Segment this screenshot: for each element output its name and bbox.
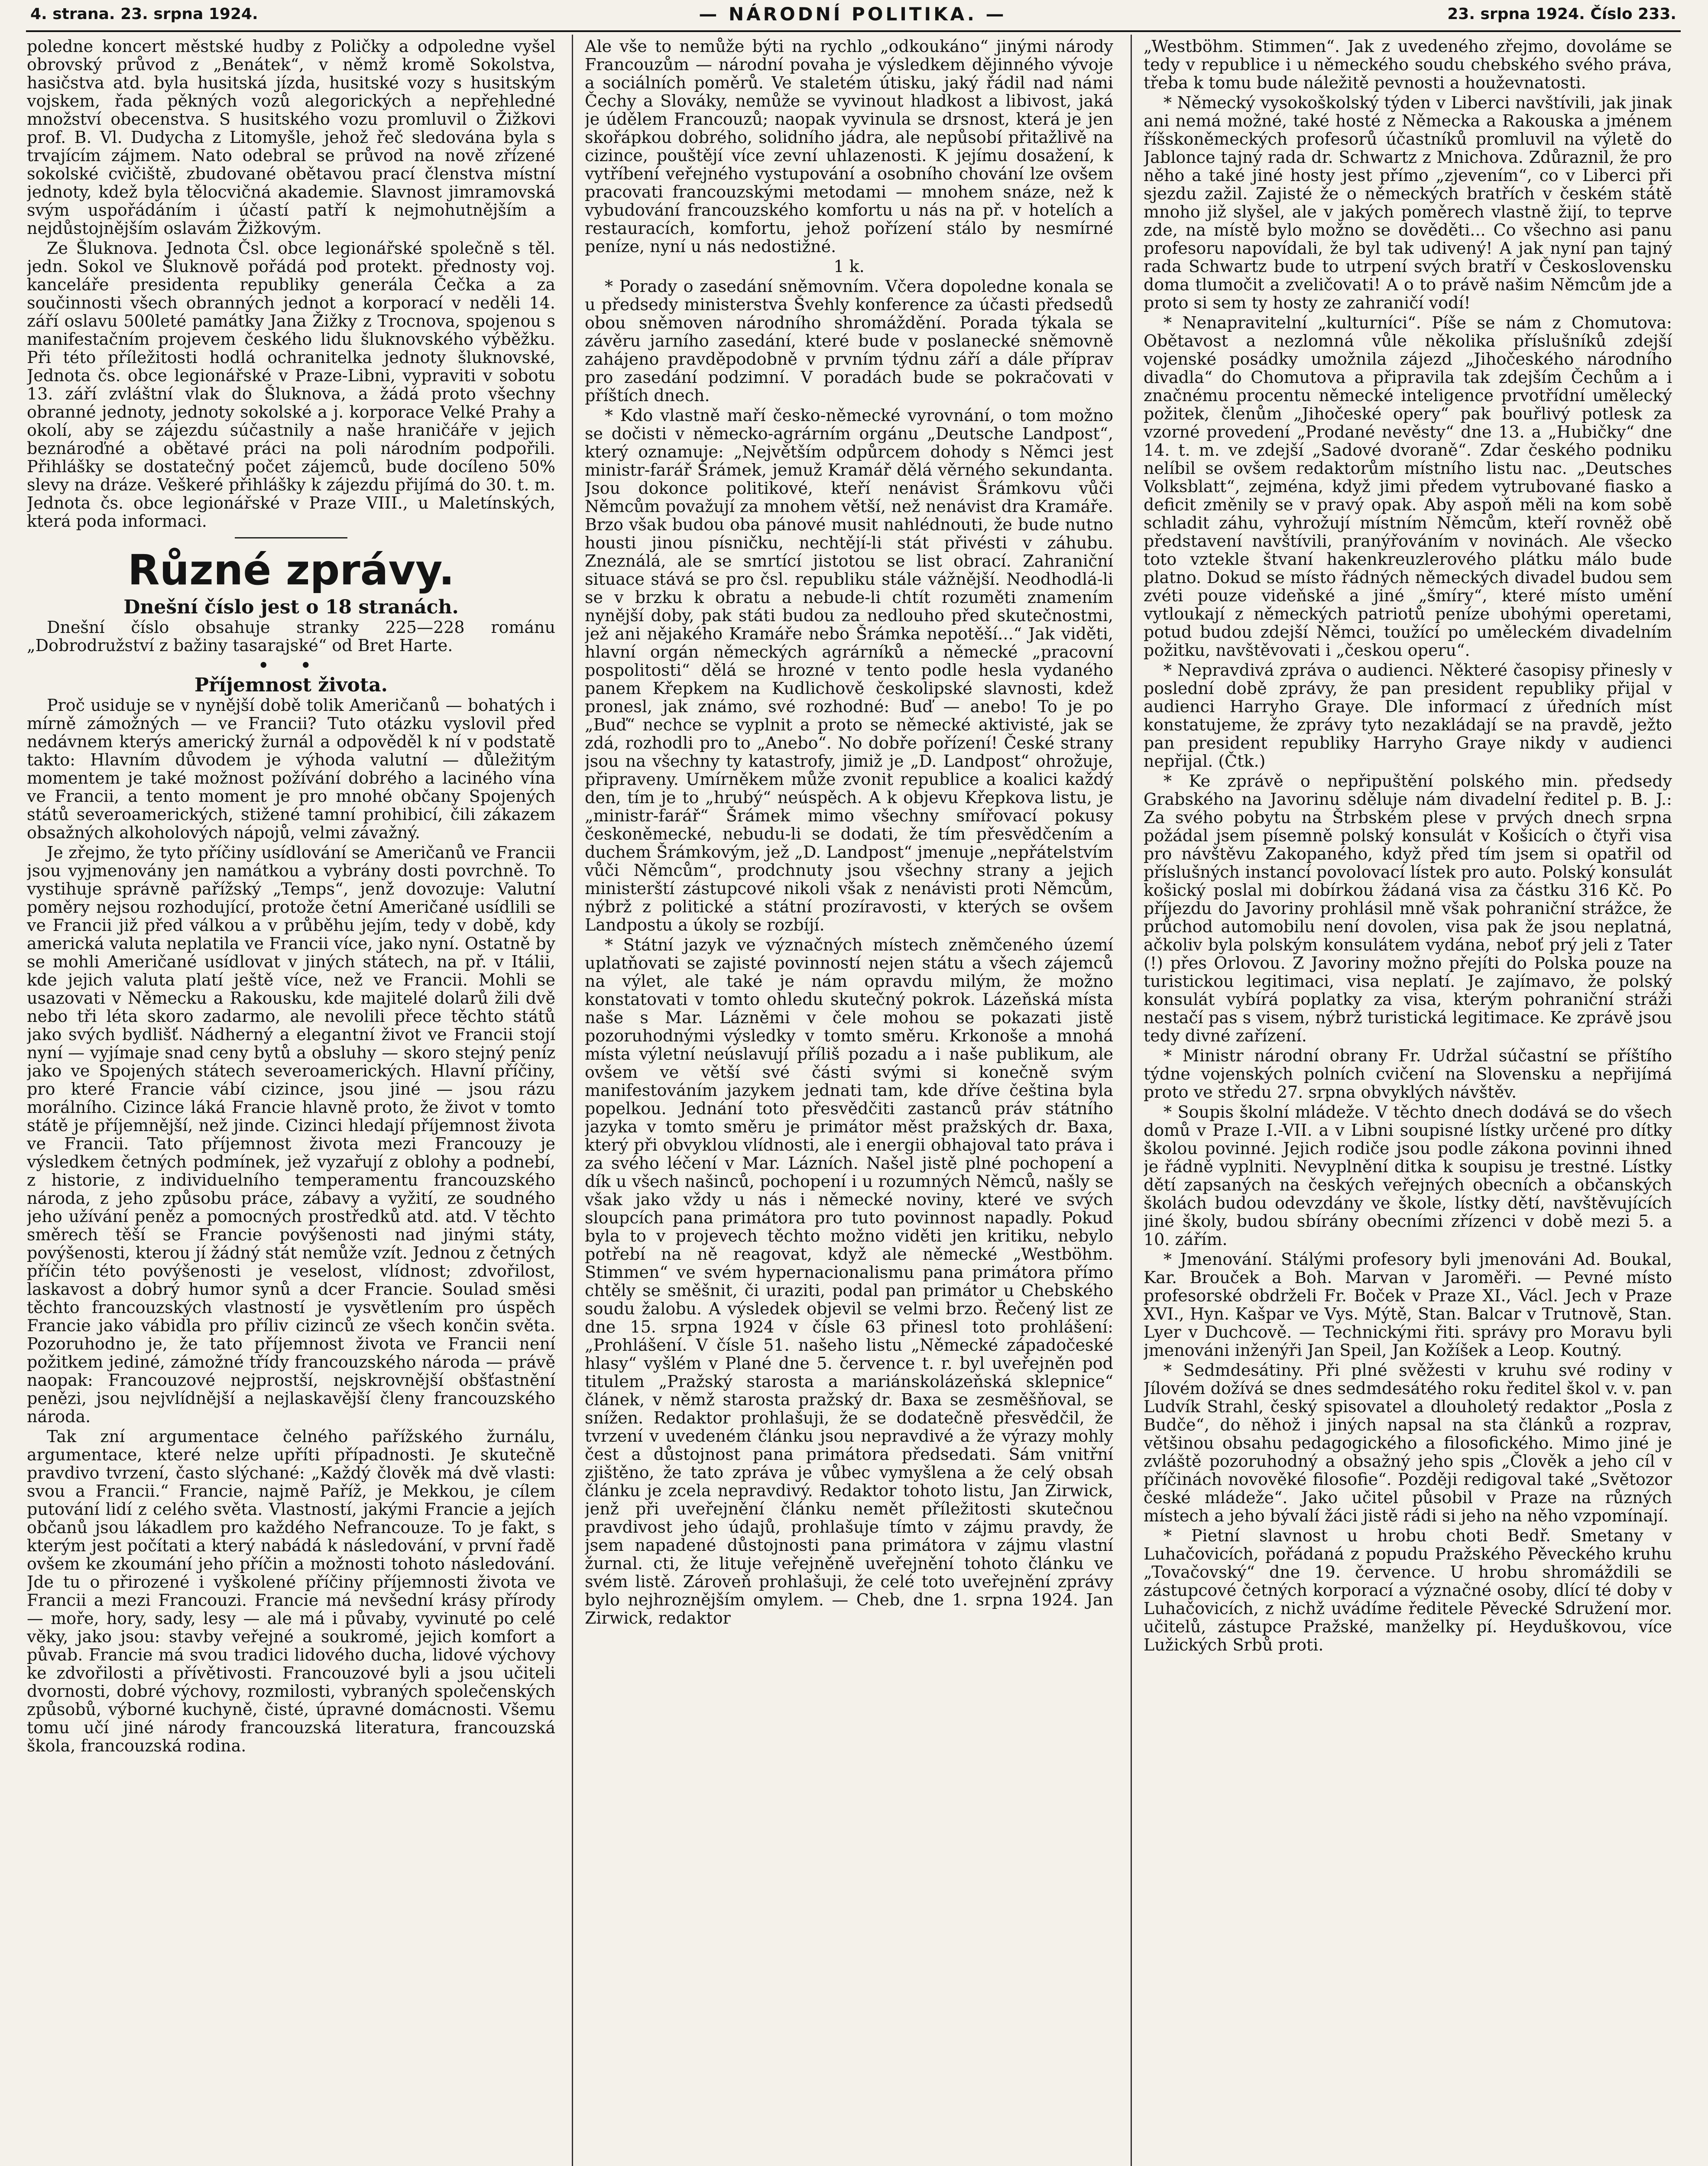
article-paragraph: * Pietní slavnost u hrobu choti Bedř. Smetany v Luhačovicích, pořádaná z popudu Pražského Pěveckého kruhu „Tovačovský“ dne 19. července. U hrobu shromáždili se zástupcové četných korporací a význačné osoby, dlící té doby v Luhačovicích, z nichž uvádíme ředitele Pěvecké Sdružení mor. učitelů, zástupce Pražské, manželky pí. Heyduškovou, více Lužických Srbů proti. xyxy=(1144,1526,1672,1654)
article-paragraph: Proč usiduje se v nynější době tolik Američanů — bohatých i mírně zámožných — ve Francii? Tuto otázku vyslovil před nedávnem kterýs americký žurnál a odpověděl k ní v podstatě takto: Hlavním důvodem je výhoda valutní — důležitým momentem je také možnost požívání dobrého a laciného vína ve Francii, a tento moment je pro mnohé občany Spojených států severoamerických, stižené tamní prohibicí, čili zákazem obsažných alkoholových nápojů, velmi závažný. xyxy=(27,696,555,842)
masthead: — NÁRODNÍ POLITIKA. — xyxy=(699,3,1007,25)
notice-text: Dnešní číslo obsahuje stranky 225—228 románu „Dobrodružství z bažiny tasarajské“ od Bret Harte. xyxy=(27,618,555,655)
article-paragraph: * Soupis školní mládeže. V těchto dnech dodává se do všech domů v Praze I.-VII. a v Libni soupisné lístky určené pro dítky školou povinné. Jejich rodiče jsou podle zákona povinni ihned je řádně vyplniti. Nevyplnění ditka k soupisu je trestné. Lístky dětí zapsaných na českých veřejných obecních a občanských školách budou odevzdány ve škole, lístky dětí, navštěvujících jiné školy, budou sbírány obecními zřízenci v době mezi 5. a 10. zářím. xyxy=(1144,1102,1672,1249)
article-paragraph: * Kdo vlastně maří česko-německé vyrovnání, o tom možno se dočisti v německo-agrárním orgánu „Deutsche Landpost“, který oznamuje: „Největším odpůrcem dohody s Němci jest ministr-farář Šrámek, jemuž Kramář dělá věrného sekundanta. Jsou dokonce politikové, kteří nenávist Šrámkovu vůči Němcům považují za mnohem větší, než nenávist dra Kramáře. Brzo však budou oba pánové musit nahlédnouti, že bude nutno housti jinou písničku, nechtějí-li stát přivésti v záhubu. Zneználá, ale se smrtící jistotou se list obrací. Zahraniční situace stává se pro čsl. republiku stále vážnější. Neodhodlá-li se v brzku k obratu a nebude-li chtít rozuměti znamením nynější doby, pak státi budou za nedlouho před skutečnostmi, jež ani nějakého Kramáře nebo Šrámka nepotěší...“ Jak viděti, hlavní orgán německých agrárníků a německé „pracovní pospolitosti“ dělá se hrozné v tento podle hesla vydaného panem Křepkem na Kudlichově českolipské slavnosti, kdež pronesl, jak známo, své rozhodné: Buď — anebo! To je po „Buď“ nechce se vyplnit a proto se německé aktivisté, jak se zdá, rozhodli pro to „Anebo“. No dobře pořízení! České strany jsou na všechny ty katastrofy, jimiž je „D. Landpost“ ohrožuje, připraveny. Umírněkem může zvonit republice a koalici každý den, tím je to „hrubý“ neúspěch. A k objevu Křepkova listu, je „ministr-farář“ Šrámek mimo všechny smířovací pokusy českoněmecké, nebudu-li se dodati, že tím přesvědčením a duchem Šrámkovým, jež „D. Landpost“ jmenuje „nepřátelstvím vůči Němcům“, prodchnuty jsou všechny strany a jejich ministerští zástupcové nikoli však z nenávisti proti Němcům, nýbrž z politické a státní prozíravosti, v kterých se ovšem Landpostu a úkoly se rozbíjí. xyxy=(585,406,1113,934)
article-paragraph: * Ministr národní obrany Fr. Udržal súčastní se příštího týdne vojenských polních cvičení na Slovensku a nepřijímá proto ve středu 27. srpna obvyklých návštěv. xyxy=(1144,1046,1672,1102)
article-paragraph: Tak zní argumentace čelného pařížského žurnálu, argumentace, které nelze upříti případnosti. Je skutečně pravdivo tvrzení, často slýchané: „Každý člověk má dvě vlasti: svou a Francii.“ Francie, najmě Paříž, je Mekkou, je cílem putování lidí z celého světa. Vlastností, jakými Francie a jejích občanů jsou lákadlem pro každého Nefrancouze. To je fakt, s kterým jest počítati a který nabádá k následování, v první řadě ovšem ke zkoumání jeho příčin a možnosti tohoto následování. Jde tu o přirozené i vyškolené příčiny příjemnosti života ve Francii a mezi Francouzi. Francie má nevšední krásy přírody — moře, hory, sady, lesy — ale má i půvaby, vyvinuté po celé věky, jako jsou: stavby veřejné a soukromé, jejich komfort a půvab. Francie má svou tradici lidového ducha, lidové výchovy ke zdvořilosti a přívětivosti. Francouzové byli a jsou učiteli dvornosti, dobré výchovy, rozmilosti, vybraných společenských způsobů, výborné kuchyně, čisté, úpravné domácnosti. Všemu tomu učí jiné národy francouzská literatura, francouzská škola, francouzská rodina. xyxy=(27,1427,555,1755)
header-rule xyxy=(26,30,1681,32)
header-left: 4. strana. 23. srpna 1924. xyxy=(30,5,258,23)
page-header xyxy=(30,0,1676,28)
column-3 xyxy=(1144,37,1672,2166)
article-signature: 1 k. xyxy=(833,257,865,276)
column-divider-1 xyxy=(572,35,573,2166)
article-paragraph: * Státní jazyk ve význačných místech zněmčeného území uplatňovati se zajisté povinností nejen státu a všech zájemců na výlet, ale také je nám opravdu milým, že možno konstatovati v tomto ohledu skutečný pokrok. Lázeňská místa naše s Mar. Lázněmi v čele mohou se pokazati jistě pozoruhodnými výsledky v tomto směru. Krkonoše a mnohá místa výletní neúslavují příliš pozadu a i naše publikum, ale ovšem ve větší své části svými si konečně svým manifestováním jazykem jednati tam, kde dříve čeština byla popelkou. Jednání toto přesvědčiti zastanců práv státního jazyka v tomto směru je primátor měst pražských dr. Baxa, který při obvyklou vlídnosti, ale i energii obhajoval tato práva i za svého léčení v Mar. Lázních. Našel jistě plné pochopení a dík u všech našinců, pochopení i u rozumných Němců, našly se však jako vždy u nás i německé noviny, které ve svých sloupcích pana primátora pro tuto povinnost napadly. Pokud byla to v projevech těchto možno viděti jen kritiku, nebylo potřebí na ně reagovat, když ale německé „Westböhm. Stimmen“ ve svém hypernacionalismu pana primátora přímo chtěly se směšnit, či uraziti, podal pan primátor u Chebského soudu žalobu. A výsledek objevil se velmi brzo. Řečený list ze dne 15. srpna 1924 v čísle 63 přinesl toto prohlášení: „Prohlášení. V čísle 51. našeho listu „Německé západočeské hlasy“ vyšlém v Plané dne 5. července t. r. byl uveřejněn pod titulem „Pražský starosta a mariánskolázeňská sklepnice“ článek, v němž starosta pražský dr. Baxa se zesměšňoval, se snížen. Redaktor prohlašuji, že se dodatečně přesvědčil, že tvrzení v uvedeném článku jsou nepravdivé a že výrazy mohly čest a důstojnost pana primátora předsedati. Sám vnitřní zjištěno, že tato zpráva je vůbec vymyšlena a že celý obsah článku je zcela nepravdivý. Redaktor tohoto listu, Jan Zirwick, jenž při uveřejnění článku nemět příležitosti skutečnou pravdivost jeho údajů, prohlašuje tímto v zájmu pravdy, že jsem napadené důstojnosti pana primátora v zájmu vlastní žurnal. cti, že lituje veřejněně uveřejnění tohoto článku ve svém listě. Zároveň prohlašuji, že celé toto uveřejnění zprávy bylo nejhroznějším omylem. — Cheb, dne 1. srpna 1924. Jan Zirwick, redaktor xyxy=(585,935,1113,1628)
article-paragraph: Je zřejmo, že tyto příčiny usídlování se Američanů ve Francii jsou vyjmenovány jen namátkou a vybrány dosti povrchně. To vystihuje správně pařížský „Temps“, jenž dovozuje: Valutní poměry nejsou rozhodující, protože četní Američané usídlili se ve Francii již před válkou a v průběhu jejím, tedy v době, kdy americká valuta neplatila ve Francii více, jako nyní. Ostatně by se mohli Američané usídlovat v jiných státech, na př. v Itálii, kde jejich valuta platí ještě více, než ve Francii. Mohli se usazovati v Německu a Rakousku, kde majitelé dolarů žili dvě nebo tři léta skoro zadarmo, ale nevolili přece těchto států jako svých bydlišť. Nádherný a elegantní život ve Francii stojí nyní — vyjímaje snad ceny bytů a obsluhy — skoro stejný peníz jako ve Spojených státech severoamerických. Hlavní příčiny, pro které Francie vábí cizince, jsou jiné — jsou rázu morálního. Cizince láká Francie hlavně proto, že život v tomto státě je příjemnější, než jinde. Cizinci hledají příjemnost života ve Francii. Tato příjemnost života mezi Francouzy je výsledkem četných podmínek, jež vyzařují z oblohy a podnebí, z historie, z individuelního temperamentu francouzského národa, z jeho způsobu práce, zábavy a vyžití, ze soudného jeho užívání peněz a pomocných prostředků atd. atd. V těchto směrech těší se Francie povýšenosti nad jinými státy, povýšenosti, kterou jí žádný stát nemůže vzít. Jednou z četných příčin této povýšenosti je veselost, vlídnost; zdvořilost, laskavost a dobrý humor synů a dcer Francie. Soulad směsi těchto francouzských vlastností je vysvětlením pro úspěch Francie jako vábidla pro příliv cizinců ze všech končin světa. Pozoruhodno je, že tato příjemnost života ve Francii není požitkem jediné, zámožné třídy francouzského národa — právě naopak: Francouzové nejprostší, nejskrovnější obšťastnění penězi, jsou nejvlídnější a nejlaskavější členy francouzského národa. xyxy=(27,843,555,1426)
article-headline: Příjemnost života. xyxy=(194,674,388,696)
article-paragraph: * Jmenování. Stálými profesory byli jmenováni Ad. Boukal, Kar. Brouček a Boh. Marvan v Jaroměři. — Pevné místo profesorské obdrželi Fr. Boček v Praze XI., Václ. Jech v Praze XVI., Hyn. Kašpar ve Vys. Mýtě, Stan. Balcar v Trutnově, Stan. Lyer v Duchcově. — Technickými řiti. správy pro Moravu byli jmenováni inženýři Jan Speil, Jan Kožíšek a Leop. Koutný. xyxy=(1144,1250,1672,1360)
article-paragraph: Ze Šluknova. Jednota Čsl. obce legionářské společně s těl. jedn. Sokol ve Šluknově pořádá pod protekt. přednosty voj. kanceláře presidenta republiky generála Čečka a za součinnosti všech obranných jednot a korporací v neděli 14. září oslavu 500leté památky Jana Žižky z Trocnova, spojenou s manifestačním projevem českého lidu šluknovského výběžku. Při této příležitosti hodlá ochranitelka jednoty šluknovské, Jednota čs. obce legionářské v Praze-Libni, vypraviti v sobotu 13. září zvláštní vlak do Šluknova, a žádá proto všechny obranné jednoty, jednoty sokolské a j. korporace Velké Prahy a okolí, aby se zájezdu súčastnily a naše hraničáře v jejich beznároďné a obětavé práci na poli národním podpořili. Přihlášky se dostatečný počet zájemců, bude docíleno 50% slevy na dráze. Veškeré přihlášky k zájezdu přijímá do 30. t. m. Jednota čs. obce legionářské v Praze VIII., u Maletínských, která poda informaci. xyxy=(27,239,555,531)
notice-headline: Dnešní číslo jest o 18 stranách. xyxy=(123,596,459,618)
article-paragraph: * Sedmdesátiny. Při plné svěžesti v kruhu své rodiny v Jílovém dožívá se dnes sedmdesátého roku ředitel škol v. v. pan Ludvík Strahl, český spisovatel a dlouholetý redaktor „Posla z Budče“, do něhož i jiných napsal na sta článků a rozprav, většinou obsahu pedagogického a filosofického. Mimo jiné je zvláště pozoruhodný a obsažný jeho spis „Člověk a jeho cíl v příčinách novověké filosofie“. Později redigoval také „Světozor české mládeže“. Jako učitel působil v Praze na různých místech a jeho bývalí žáci jistě rádi si jeho na něho vzpomínají. xyxy=(1144,1361,1672,1525)
article-paragraph: Ale vše to nemůže býti na rychlo „odkoukáno“ jinými národy Francouzům — národní povaha je výsledkem dějinného vývoje a sociálních poměrů. Ve staletém útisku, jaký řádil nad námi Čechy a Slováky, nemůže se vyvinout hladkost a libivost, jaká je údělem Francouzů; naopak vyvinula se drsnost, která je jen skořápkou dobrého, solidního jádra, ale nepůsobí přitažlivě na cizince, pouštějí více zevní uhlazenosti. K jejímu dosažení, k vytříbení veřejného vystupování a osobního chování lze ovšem pracovati francouzskými metodami — mnohem snáze, než k vybudování francouzského komfortu u nás na př. v hotelích a restauracích, komfortu, jehož pořízení stálo by nesmírné peníze, nyní u nás nedostižné. xyxy=(585,37,1113,256)
article-paragraph: * Německý vysokoškolský týden v Liberci navštívili, jak jinak ani nemá možné, také hosté z Německa a Rakouska a jménem říšskoněmeckých profesorů účastníků promluvil na výletě do Jablonce tajný rada dr. Schwartz z Mnichova. Zdůraznil, že pro něho a také jiné hosty jest přímo „zjevením“, co v Liberci při sjezdu zažil. Zajisté že o německých bratřích v českém státě mnoho již slyšel, ale v jakých poměrech vlastně žijí, to teprve zde, na místě bylo možno se dověděti... Co všechno asi panu profesoru napovídali, že byl tak udivený! A jak nyní pan tajný rada Schwartz bude to utrpení svých bratří v Československu doma tlumočit a zveličovati! A o to právě našim Němcům jde a proto si sem ty hosty ze zahraničí vodí! xyxy=(1144,93,1672,312)
ornament-dots: • • xyxy=(258,655,324,675)
column-1 xyxy=(27,37,555,2166)
section-divider xyxy=(235,537,347,538)
article-paragraph: * Nenapravitelní „kulturníci“. Píše se nám z Chomutova: Obětavost a nezlomná vůle několika příslušníků zdejší vojenské posádky umožnila zájezd „Jihočeského národního divadla“ do Chomutova a připravila tak zdejším Čechům a i značnému procentu německé inteligence prvotřídní umělecký požitek, členům „Jihočeské opery“ pak bouřlivý potlesk za vzorné provedení „Prodané nevěsty“ dne 13. a „Hubičky“ dne 14. t. m. ve zdejší „Sadové dvoraně“. Zdar českého podniku nelíbil se ovšem redaktorům místního listu nac. „Deutsches Volksblatt“, zejména, když jimi předem vytrubované fiasko a deficit změnily se v pravý opak. Aby aspoň měli na kom sobě schladit záhu, vyhrožují místním Němcům, kteří rovněž obě představení navštívili, pranýřováním v novinách. Ale všecko toto vztekle štvaní hakenkreuzlerového plátku málo bude platno. Dokud se místo řádných německých divadel budou sem zvéti pouze videňské a jiné „šmíry“, které místo umění vytloukají z německých patriotů peníze ubohými operetami, potud budou zdejší Němci, toužící po uměleckém divadelním požitku, navštěvovati i „českou operu“. xyxy=(1144,313,1672,660)
article-paragraph: * Ke zprávě o nepřipuštění polského min. předsedy Grabského na Javorinu sděluje nám divadelní ředitel p. B. J.: Za svého pobytu na Štrbském plese v prvých dnech srpna požádal jsem písemně polský konsulát v Košicích o čtyři visa pro návštěvu Zakopaného, když před tím jsem si opatřil od příslušných instancí povolovací lístek pro auto. Polský konsulát košický poslal mi dobírkou žádaná visa za částku 316 Kč. Po příjezdu do Javoriny prohlásil mně však pohraniční strážce, že průchod automobilu není dovolen, visa pak že jsou neplatná, ačkoliv byla polským konsulátem vydána, neboť prý jeli z Tater (!) přes Orlovou. Z Javoriny možno přejíti do Polska pouze na turistickou legitimaci, visa neplatí. Je zajímavo, že polský konsulát vybírá poplatky za visa, kterým pohraniční stráži nestačí pas s visem, nýbrž turistická legitimace. Ke zprávě jsou tedy divné zařízení. xyxy=(1144,772,1672,1045)
article-paragraph: * Nepravdivá zpráva o audienci. Některé časopisy přinesly v poslední době zprávy, že pan president republiky přijal v audienci Harryho Graye. Dle informací z úředních míst konstatujeme, že zprávy tyto nezakládají se na pravdě, ježto pan president republiky Harryho Graye nikdy v audienci nepřijal. (Čtk.) xyxy=(1144,661,1672,771)
column-divider-2 xyxy=(1131,35,1132,2166)
header-right: 23. srpna 1924. Číslo 233. xyxy=(1447,5,1676,23)
article-paragraph: * Porady o zasedání sněmovním. Včera dopoledne konala se u předsedy ministerstva Švehly konference za účasti předsedů obou sněmoven národního shromáždění. Porada týkala se závěru jarního zasedání, které bude v poslanecké sněmovně zahájeno pravděpodobně v prvním týdnu září a dále příprav pro zasedání podzimní. V poradách bude se pokračovati v příštích dnech. xyxy=(585,277,1113,405)
article-paragraph: „Westböhm. Stimmen“. Jak z uvedeného zřejmo, dovoláme se tedy v republice i u německého soudu chebského svého práva, třeba k tomu bude náležitě pevnosti a houževnatosti. xyxy=(1144,37,1672,92)
column-2 xyxy=(585,37,1113,2166)
article-paragraph: poledne koncert městské hudby z Poličky a odpoledne vyšel obrovský průvod z „Benátek“, v němž kromě Sokolstva, hasičstva atd. byla husitská jízda, husitské vozy s husitským vojskem, řada pěkných vozů alegorických a nepřehledné množství obecenstva. S husitského vozu promluvil o Žižkovi prof. B. Vl. Dudycha z Litomyšle, jehož řeč sledována byla s trvajícím zájmem. Nato odebral se průvod na nově zřízené sokolské cvičiště, zbudované obětavou prací členstva místní jednoty, kdež byla tělocvičná akademie. Slavnost jimramovská svým uspořádáním i účastí patří k nejmohutnějším a nejdůstojnějším oslavám Žižkovým. xyxy=(27,37,555,238)
section-title: Různé zprávy. xyxy=(127,546,455,594)
